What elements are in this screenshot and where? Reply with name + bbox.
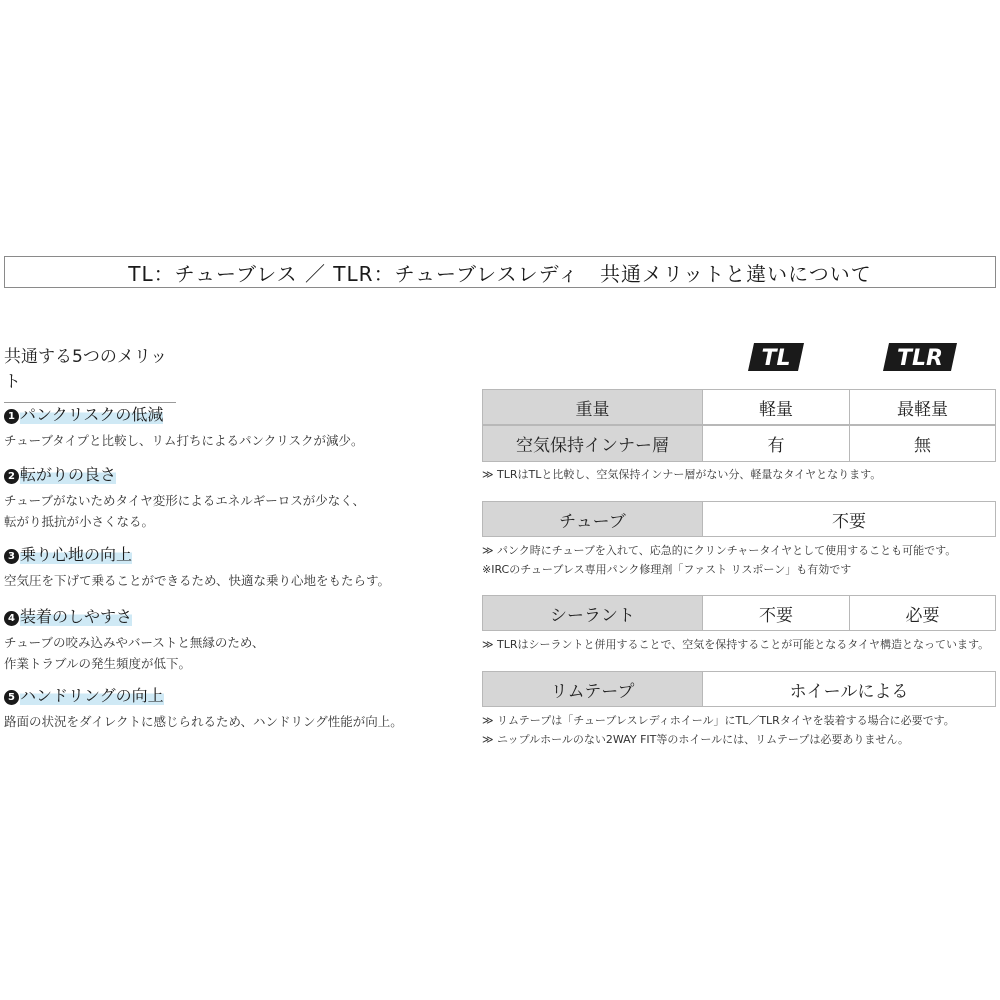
merit-description xyxy=(4,490,474,532)
note-line: ≫ TLRはTLと比較し、空気保持インナー層がない分、軽量なタイヤとなります。 xyxy=(482,468,882,481)
merit-item-2 xyxy=(4,464,474,532)
row-label: チューブ xyxy=(482,501,702,537)
merit-desc-line: チューブの咬み込みやバーストと無縁のため、 xyxy=(4,635,265,650)
table-row xyxy=(482,425,996,462)
table-row xyxy=(482,501,996,537)
note-line: ※IRCのチューブレス専用パンク修理剤「ファスト リスポーン」も有効です xyxy=(482,563,852,576)
tl-logo xyxy=(744,341,808,373)
tl-cell: 有 xyxy=(702,426,850,462)
merit-desc-line: 作業トラブルの発生頻度が低下。 xyxy=(4,656,192,671)
comparison-table-sealant xyxy=(482,595,996,631)
row-label: 重量 xyxy=(482,389,702,425)
tl-logo-icon xyxy=(746,341,806,373)
comparison-table-rimtape xyxy=(482,671,996,707)
svg-text:TLR: TLR xyxy=(897,346,943,371)
note-group3 xyxy=(482,635,996,654)
comparison-table-tube xyxy=(482,501,996,537)
merit-desc-line: 転がり抵抗が小さくなる。 xyxy=(4,514,155,529)
number-3-icon: 3 xyxy=(4,549,19,564)
tlr-cell: 無 xyxy=(850,426,996,462)
page-title xyxy=(4,256,996,288)
merit-title: 乗り心地の向上 xyxy=(20,545,133,564)
merit-item-3 xyxy=(4,544,474,591)
number-1-icon: 1 xyxy=(4,409,19,424)
tl-cell: 軽量 xyxy=(702,389,850,425)
merit-description xyxy=(4,430,474,451)
merit-description xyxy=(4,711,474,732)
number-5-icon: 5 xyxy=(4,690,19,705)
merit-title: ハンドリングの向上 xyxy=(20,686,164,705)
number-4-icon: 4 xyxy=(4,611,19,626)
table-row xyxy=(482,595,996,631)
number-2-icon: 2 xyxy=(4,469,19,484)
merit-item-4 xyxy=(4,606,474,674)
row-label: シーラント xyxy=(482,595,702,631)
merit-title: 転がりの良さ xyxy=(20,465,117,484)
note-group1 xyxy=(482,465,996,484)
row-label: リムテープ xyxy=(482,671,702,707)
merit-description xyxy=(4,570,474,591)
merit-desc-line: 空気圧を下げて乗ることができるため、快適な乗り心地をもたらす。 xyxy=(4,573,391,588)
merit-desc-line: チューブタイプと比較し、リム打ちによるパンクリスクが減少。 xyxy=(4,433,364,448)
merits-heading: 共通する5つのメリット xyxy=(4,340,176,403)
note-line: ≫ パンク時にチューブを入れて、応急的にクリンチャータイヤとして使用することも可能です。 xyxy=(482,544,957,557)
svg-text:TL: TL xyxy=(761,346,791,371)
note-line: ≫ ニップルホールのない2WAY FIT等のホイールには、リムテープは必要ありません。 xyxy=(482,733,910,746)
shared-cell: ホイールによる xyxy=(702,671,996,707)
tlr-logo xyxy=(880,341,960,373)
merit-item-5 xyxy=(4,685,474,732)
note-line: ≫ TLRはシーラントと併用することで、空気を保持することが可能となるタイヤ構造となっています。 xyxy=(482,638,990,651)
note-line: ≫ リムテープは「チューブレスレディホイール」にTL／TLRタイヤを装着する場合に必要です。 xyxy=(482,714,955,727)
merit-title: パンクリスクの低減 xyxy=(20,405,164,424)
tlr-logo-icon xyxy=(881,341,959,373)
merit-description xyxy=(4,632,474,674)
page-title-text: TL：チューブレス ／ TLR：チューブレスレディ 共通メリットと違いについて xyxy=(128,261,872,286)
tl-cell: 不要 xyxy=(702,595,850,631)
merit-title: 装着のしやすさ xyxy=(20,607,133,626)
merit-desc-line: 路面の状況をダイレクトに感じられるため、ハンドリング性能が向上。 xyxy=(4,714,403,729)
shared-cell: 不要 xyxy=(702,501,996,537)
row-label: 空気保持インナー層 xyxy=(482,426,702,462)
merit-item-1 xyxy=(4,404,474,451)
note-group2 xyxy=(482,541,996,579)
tlr-cell: 必要 xyxy=(850,595,996,631)
merit-desc-line: チューブがないためタイヤ変形によるエネルギーロスが少なく、 xyxy=(4,493,366,508)
note-group4 xyxy=(482,711,996,749)
table-row xyxy=(482,671,996,707)
comparison-table-weight xyxy=(482,389,996,462)
table-row xyxy=(482,389,996,425)
tlr-cell: 最軽量 xyxy=(850,389,996,425)
merits-section xyxy=(4,340,474,729)
